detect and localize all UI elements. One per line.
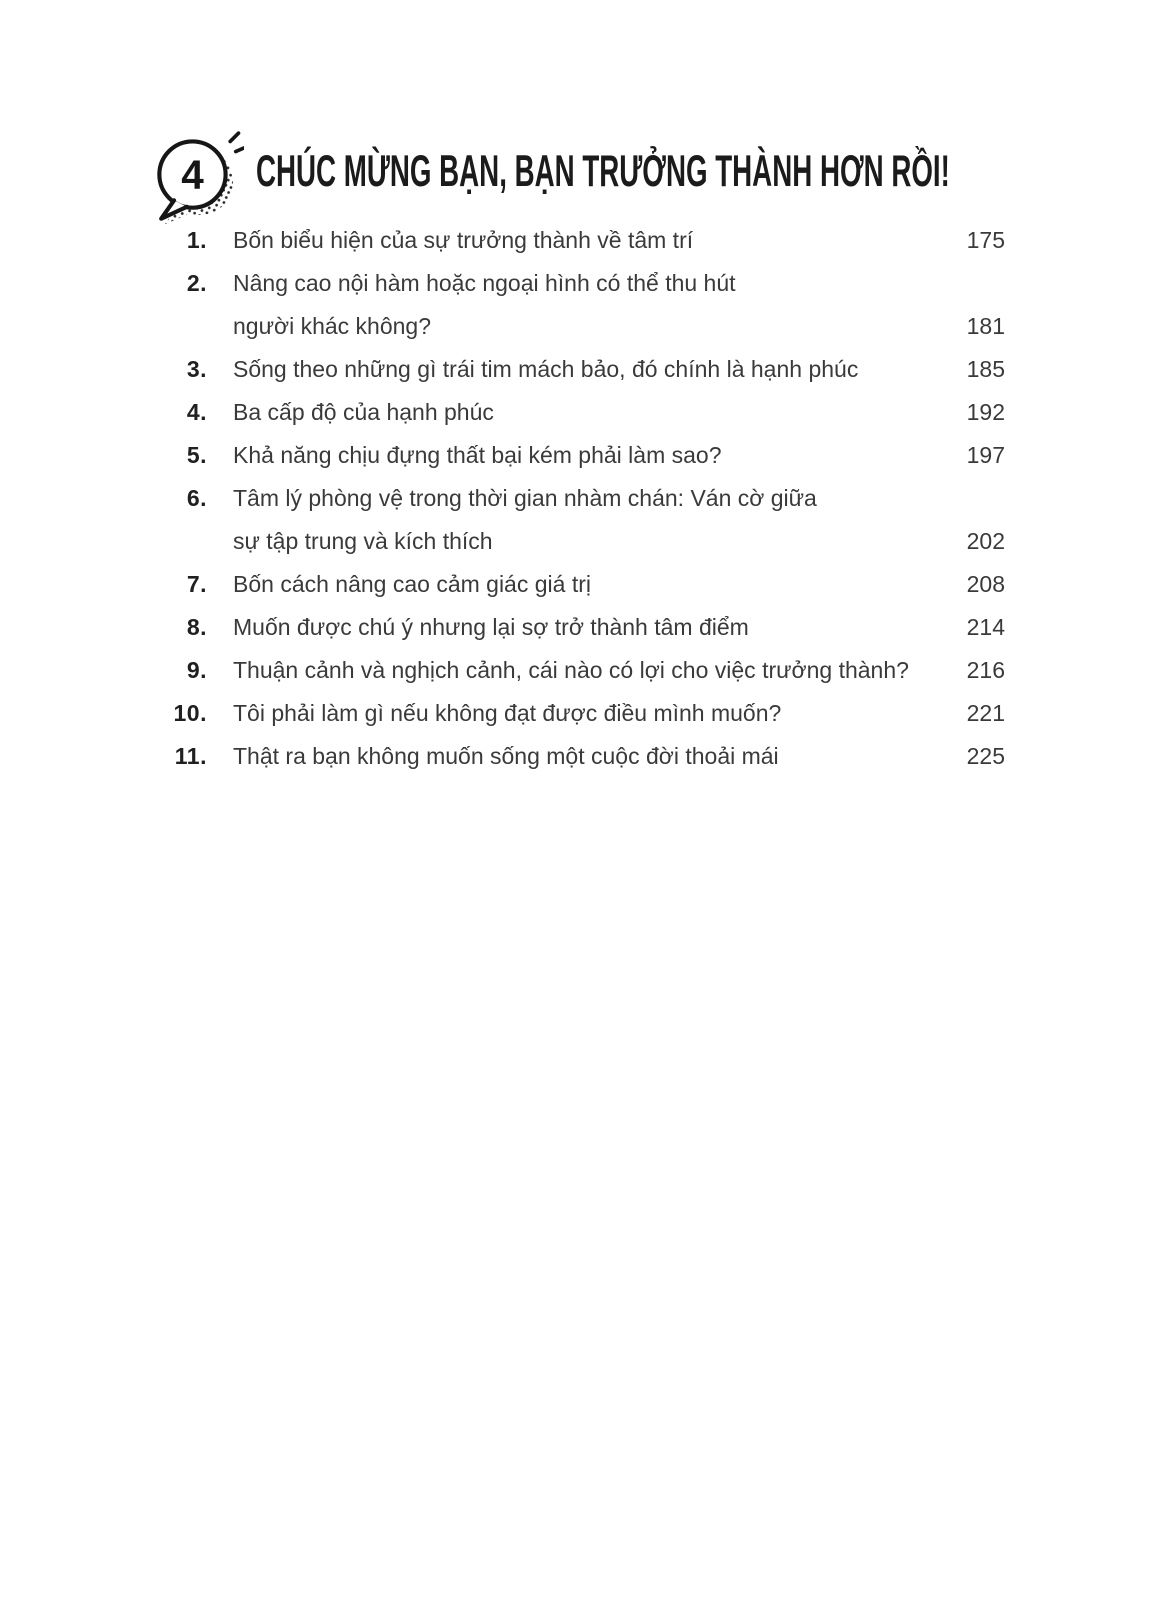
toc-item-title: [207, 606, 943, 649]
chapter-header: [152, 130, 1166, 232]
toc-row: [160, 262, 1005, 348]
toc-item-number: 2.: [186, 270, 207, 296]
toc-row: [160, 477, 1005, 563]
toc-item-line: Thật ra bạn không muốn sống một cuộc đời thoải mái: [233, 743, 779, 769]
toc-item-page: 216: [966, 657, 1005, 683]
toc-item-line: người khác không?: [233, 313, 431, 339]
toc-item-page: 185: [966, 356, 1005, 382]
toc-item-line: Nâng cao nội hàm hoặc ngoại hình có thể thu hút: [233, 270, 736, 296]
table-of-contents: [160, 219, 1005, 778]
toc-item-line: Khả năng chịu đựng thất bại kém phải làm sao?: [233, 442, 722, 468]
toc-row: [160, 692, 1005, 735]
toc-item-line: Tôi phải làm gì nếu không đạt được điều mình muốn?: [233, 700, 782, 726]
chapter-number: 4: [181, 151, 204, 198]
toc-item-line: Tâm lý phòng vệ trong thời gian nhàm chán: Ván cờ giữa: [233, 485, 817, 511]
emphasis-tick-1: [230, 133, 238, 141]
toc-item-page: 214: [966, 614, 1005, 640]
toc-row: [160, 606, 1005, 649]
toc-item-title: [207, 692, 943, 735]
toc-item-number: 7.: [186, 571, 207, 597]
toc-item-title: [207, 563, 943, 606]
toc-item-page: 181: [966, 313, 1005, 339]
toc-row: [160, 735, 1005, 778]
toc-row: [160, 391, 1005, 434]
toc-item-number: 5.: [186, 442, 207, 468]
toc-item-line: sự tập trung và kích thích: [233, 528, 493, 554]
toc-item-number: 6.: [186, 485, 207, 511]
toc-item-title: [207, 735, 943, 778]
speech-bubble-icon: [152, 130, 244, 232]
toc-item-number: 10.: [173, 700, 207, 726]
toc-row: [160, 649, 1005, 692]
toc-item-page: 225: [966, 743, 1005, 769]
toc-row: [160, 434, 1005, 477]
toc-item-number: 9.: [186, 657, 207, 683]
toc-item-page: 192: [966, 399, 1005, 425]
toc-item-title: [207, 391, 943, 434]
toc-item-line: Ba cấp độ của hạnh phúc: [233, 399, 494, 425]
toc-item-title: [207, 348, 943, 391]
emphasis-tick-2: [236, 148, 244, 152]
toc-item-line: Bốn cách nâng cao cảm giác giá trị: [233, 571, 591, 597]
toc-row: [160, 563, 1005, 606]
toc-item-number: 11.: [174, 743, 207, 769]
toc-item-number: 1.: [186, 227, 207, 253]
toc-item-page: 197: [966, 442, 1005, 468]
toc-item-page: 208: [966, 571, 1005, 597]
toc-item-line: Sống theo những gì trái tim mách bảo, đó chính là hạnh phúc: [233, 356, 859, 382]
toc-item-title: [207, 434, 943, 477]
toc-row: [160, 219, 1005, 262]
toc-row: [160, 348, 1005, 391]
chapter-title: CHÚC MỪNG BẠN, BẠN TRƯỞNG THÀNH HƠN RỒI!: [256, 146, 950, 196]
chapter-number-bubble: [152, 130, 244, 232]
toc-item-title: [207, 477, 943, 563]
toc-item-line: Thuận cảnh và nghịch cảnh, cái nào có lợi cho việc trưởng thành?: [233, 657, 909, 683]
toc-item-title: [207, 219, 943, 262]
toc-item-number: 3.: [186, 356, 207, 382]
toc-item-page: 202: [966, 528, 1005, 554]
toc-item-line: Muốn được chú ý nhưng lại sợ trở thành tâm điểm: [233, 614, 749, 640]
toc-item-page: 175: [966, 227, 1005, 253]
toc-item-page: 221: [966, 700, 1005, 726]
toc-item-number: 4.: [186, 399, 207, 425]
toc-item-number: 8.: [186, 614, 207, 640]
toc-item-line: Bốn biểu hiện của sự trưởng thành về tâm trí: [233, 227, 694, 253]
toc-item-title: [207, 262, 943, 348]
toc-item-title: [207, 649, 943, 692]
